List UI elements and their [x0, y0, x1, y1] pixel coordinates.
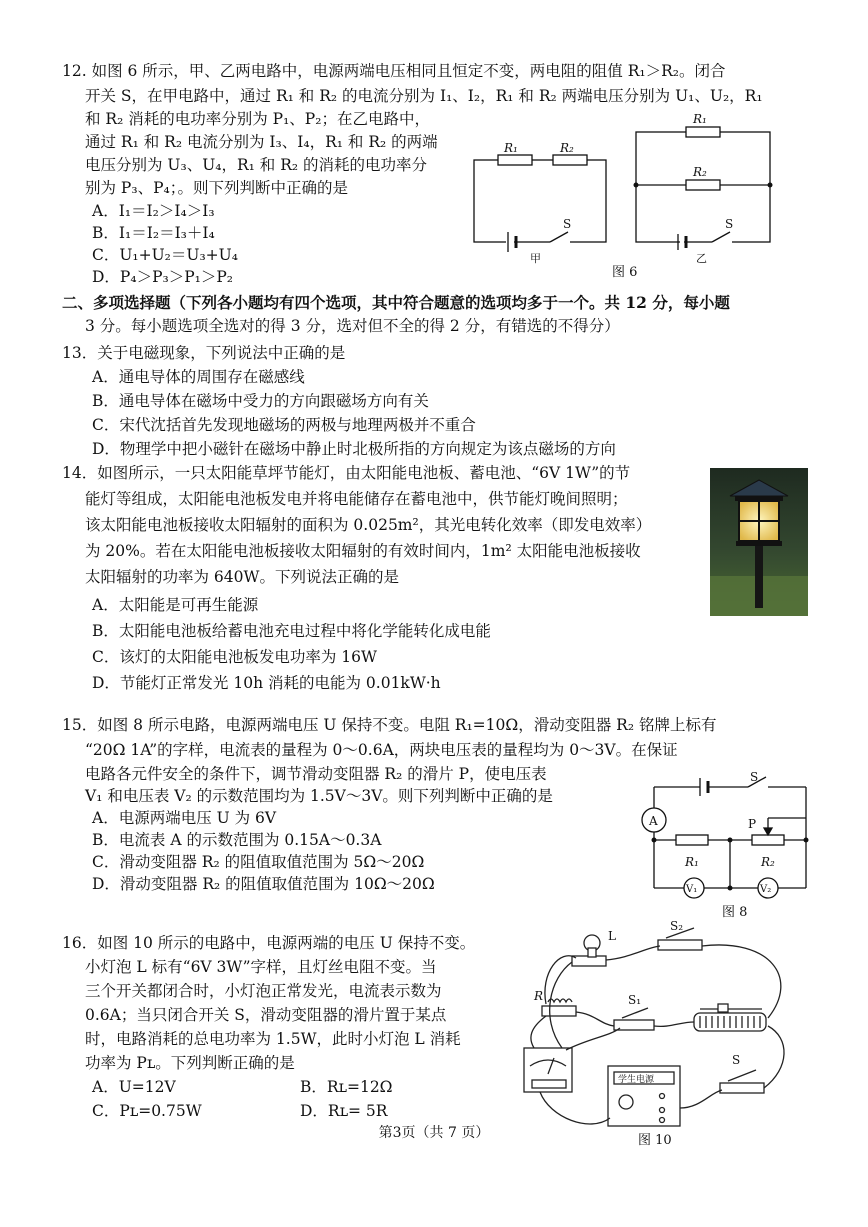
q15-line: 电路各元件安全的条件下，调节滑动变阻器 R₂ 的滑片 P，使电压表: [85, 765, 547, 783]
q16-line: 功率为 Pʟ。下列判断正确的是: [85, 1054, 295, 1072]
q12-line: 通过 R₁ 和 R₂ 电流分别为 I₃、I₄，R₁ 和 R₂ 的两端: [85, 133, 438, 151]
q12-option-b: B．I₁＝I₂＝I₃＋I₄: [92, 224, 215, 242]
fig6-yi-label: 乙: [696, 252, 707, 265]
solar-lamp-photo: [710, 468, 808, 616]
fig6-caption: 图 6: [612, 265, 638, 280]
q16-line: 16．如图 10 所示的电路中，电源两端的电压 U 保持不变。: [62, 934, 476, 952]
fig8-slider-label: P: [748, 817, 757, 831]
q16-line: 小灯泡 L 标有“6V 3W”字样，且灯丝电阻不变。当: [85, 958, 437, 976]
page-footer: 第3页（共 7 页）: [378, 1125, 490, 1141]
fig10-s1-label: S₁: [628, 993, 642, 1007]
section-2-instructions: 3 分。每小题选项全选对的得 3 分，选对但不全的得 2 分，有错选的不得分）: [85, 317, 620, 335]
fig6-switch-label: S: [563, 217, 572, 231]
fig6-r2-label-yi: R₂: [693, 165, 707, 179]
fig10-supply-label: 学生电源: [618, 1075, 655, 1085]
q13-stem: 13．关于电磁现象，下列说法中正确的是: [62, 344, 346, 362]
section-2-heading: 二、多项选择题（下列各小题均有四个选项，其中符合题意的选项均多于一个。共 12 分，每小题: [62, 293, 730, 312]
q15-line: “20Ω 1A”的字样，电流表的量程为 0～0.6A，两块电压表的量程均为 0～3V。在保证: [85, 741, 678, 759]
q16-line: 0.6A；当只闭合开关 S，滑动变阻器的滑片置于某点: [85, 1006, 447, 1024]
q16-option-b: B．Rʟ=12Ω: [300, 1078, 393, 1096]
q15-line: 15．如图 8 所示电路，电源两端电压 U 保持不变。电阻 R₁=10Ω，滑动变阻器 R₂ 铭牌上标有: [62, 716, 717, 734]
figure-8: [630, 770, 820, 920]
q14-line: 14．如图所示，一只太阳能草坪节能灯，由太阳能电池板、蓄电池、“6V 1W”的节: [62, 464, 631, 482]
fig10-s2-label: S₂: [670, 919, 684, 933]
q14-line: 为 20%。若在太阳能电池板接收太阳辐射的有效时间内，1m² 太阳能电池板接收: [85, 542, 641, 560]
q12-line: 别为 P₃、P₄；。则下列判断中正确的是: [85, 179, 348, 197]
q15-option-d: D．滑动变阻器 R₂ 的阻值取值范围为 10Ω～20Ω: [92, 875, 435, 893]
q16-line: 三个开关都闭合时，小灯泡正常发光，电流表示数为: [85, 982, 442, 1000]
fig6-r2-label: R₂: [560, 141, 574, 155]
q12-line: 12. 如图 6 所示，甲、乙两电路中，电源两端电压相同且恒定不变，两电阻的阻值 R₁＞R₂。闭合: [62, 62, 726, 80]
fig8-switch-label: S: [750, 770, 759, 784]
fig8-caption: 图 8: [722, 905, 748, 920]
q16-option-a: A．U=12V: [92, 1078, 176, 1096]
q12-line: 开关 S，在甲电路中，通过 R₁ 和 R₂ 的电流分别为 I₁、I₂，R₁ 和 R₂ 两端电压分别为 U₁、U₂，R₁: [85, 87, 763, 105]
fig8-r1-label: R₁: [685, 855, 699, 869]
q12-option-d: D．P₄＞P₃＞P₁＞P₂: [92, 268, 233, 286]
q14-option-d: D．节能灯正常发光 10h 消耗的电能为 0.01kW·h: [92, 674, 441, 692]
fig10-s-label: S: [732, 1053, 741, 1067]
q14-option-c: C．该灯的太阳能电池板发电功率为 16W: [92, 648, 377, 666]
q15-option-c: C．滑动变阻器 R₂ 的阻值取值范围为 5Ω～20Ω: [92, 853, 425, 871]
q12-option-a: A．I₁＝I₂＞I₄＞I₃: [92, 202, 215, 220]
fig6-switch-label-yi: S: [725, 217, 734, 231]
q13-option-c: C．宋代沈括首先发现地磁场的两极与地理两极并不重合: [92, 416, 476, 434]
fig6-jia-label: 甲: [530, 252, 541, 265]
q14-option-b: B．太阳能电池板给蓄电池充电过程中将化学能转化成电能: [92, 622, 491, 640]
q14-line: 能灯等组成，太阳能电池板发电并将电能储存在蓄电池中，供节能灯晚间照明；: [85, 490, 628, 508]
q12-line: 电压分别为 U₃、U₄，R₁ 和 R₂ 的消耗的电功率分: [85, 156, 428, 174]
q12-option-c: C．U₁+U₂＝U₃+U₄: [92, 246, 238, 264]
q13-option-b: B．通电导体在磁场中受力的方向跟磁场方向有关: [92, 392, 429, 410]
q14-line: 太阳辐射的功率为 640W。下列说法正确的是: [85, 568, 399, 586]
fig8-v2-label: V₂: [760, 884, 772, 895]
fig8-v1-label: V₁: [686, 884, 698, 895]
q16-option-d: D．Rʟ= 5R: [300, 1102, 388, 1120]
fig10-r-label: R: [534, 989, 544, 1003]
fig6-r1-label-yi: R₁: [693, 112, 707, 126]
q15-option-b: B．电流表 A 的示数范围为 0.15A～0.3A: [92, 831, 382, 849]
fig8-r2-label: R₂: [761, 855, 775, 869]
q16-line: 时，电路消耗的总电功率为 1.5W，此时小灯泡 L 消耗: [85, 1030, 461, 1048]
figure-6: [460, 110, 790, 285]
fig10-lamp-label: L: [608, 929, 616, 943]
q15-option-a: A．电源两端电压 U 为 6V: [92, 809, 277, 827]
q14-line: 该太阳能电池板接收太阳辐射的面积为 0.025m²，其光电转化效率（即发电效率）: [85, 516, 652, 534]
fig10-caption: 图 10: [638, 1133, 672, 1148]
fig8-ammeter-label: A: [649, 814, 658, 828]
q16-option-c: C．Pʟ=0.75W: [92, 1102, 202, 1120]
q12-line: 和 R₂ 消耗的电功率分别为 P₁、P₂；在乙电路中，: [85, 110, 430, 128]
q15-line: V₁ 和电压表 V₂ 的示数范围均为 1.5V～3V。则下列判断中正确的是: [85, 787, 553, 805]
q13-option-d: D．物理学中把小磁针在磁场中静止时北极所指的方向规定为该点磁场的方向: [92, 440, 616, 458]
q14-option-a: A．太阳能是可再生能源: [92, 596, 259, 614]
figure-10: [510, 918, 810, 1148]
q13-option-a: A．通电导体的周围存在磁感线: [92, 368, 305, 386]
fig6-r1-label: R₁: [504, 141, 518, 155]
